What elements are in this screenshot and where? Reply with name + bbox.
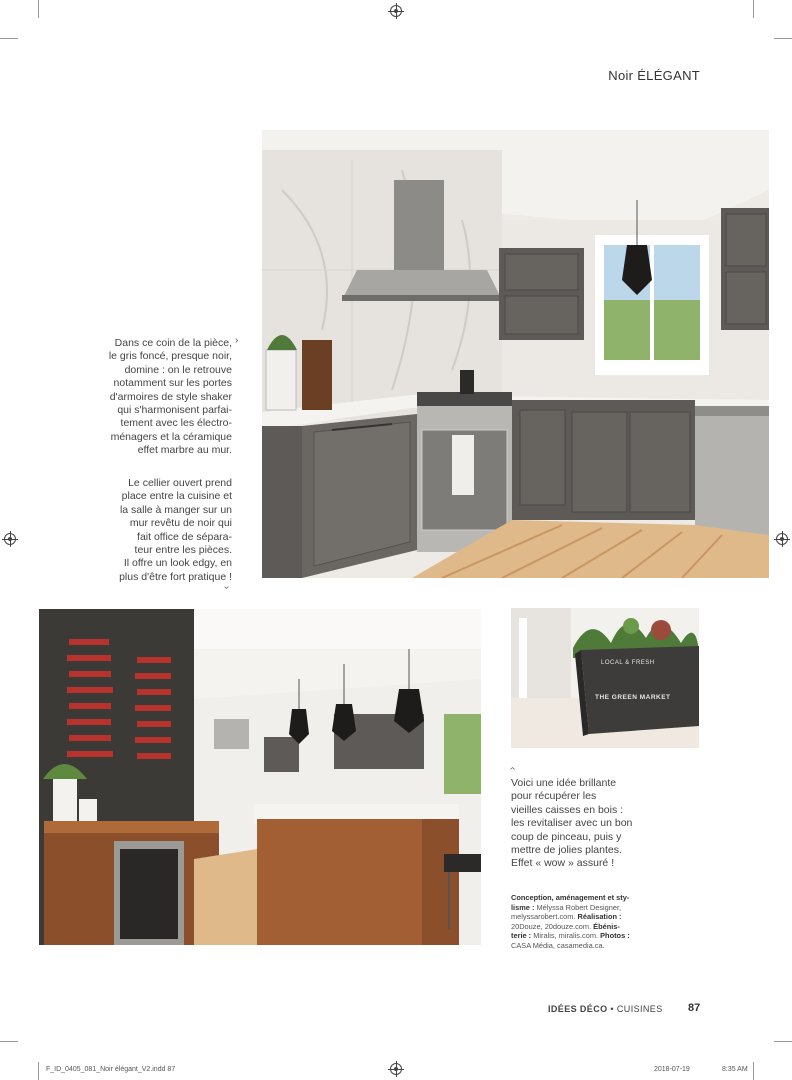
caption-line: effet marbre au mur. bbox=[137, 444, 232, 457]
caption-line: coup de pinceau, puis y bbox=[511, 830, 622, 843]
chevron-up-icon: › bbox=[507, 766, 519, 771]
caption-line: les revitaliser avec un bon bbox=[511, 817, 633, 830]
credit-text: CASA Média, casamedia.ca. bbox=[511, 940, 605, 950]
credit-label: terie : bbox=[511, 931, 532, 941]
slug-date: 2018-07-19 bbox=[654, 1066, 690, 1073]
crop-mark bbox=[38, 1062, 39, 1080]
page-number: 87 bbox=[688, 1002, 701, 1014]
registration-mark-icon bbox=[390, 5, 402, 17]
caption-line: Il offre un look edgy, en bbox=[123, 557, 232, 570]
caption-line: Dans ce coin de la pièce, bbox=[114, 337, 232, 349]
caption-crate bbox=[511, 777, 661, 871]
folio-bullet: • bbox=[610, 1004, 614, 1014]
credit-label: Réalisation : bbox=[575, 912, 622, 922]
crop-mark bbox=[38, 0, 39, 18]
credits-block bbox=[511, 893, 641, 951]
caption-line: teur entre les pièces. bbox=[134, 544, 232, 557]
caption-line: fait office de sépara- bbox=[137, 530, 232, 543]
credit-text: Miralis, miralis.com. bbox=[531, 931, 599, 941]
credit-text: 20Douze, 20douze.com. bbox=[511, 921, 592, 931]
caption-line: tement avec les électro- bbox=[120, 417, 232, 430]
caption-line: domine : on le retrouve bbox=[124, 363, 232, 376]
caption-line: mettre de jolies plantes. bbox=[511, 844, 622, 857]
crop-mark bbox=[0, 38, 18, 39]
caption-line: Voici une idée brillante bbox=[511, 777, 617, 789]
caption-line: vieilles caisses en bois : bbox=[511, 803, 624, 816]
caption-line: d'armoires de style shaker bbox=[109, 390, 232, 403]
caption-line: Le cellier ouvert prend bbox=[128, 477, 232, 489]
crop-mark bbox=[753, 0, 754, 18]
caption-line: notamment sur les portes bbox=[113, 377, 232, 390]
caption-line: qui s'harmonisent parfai- bbox=[117, 404, 232, 417]
chevron-down-icon: › bbox=[221, 585, 233, 590]
crate-label-green-market: THE GREEN MARKET bbox=[595, 694, 671, 701]
photo-green-market-crate bbox=[511, 608, 699, 748]
caption-line: ménagers et la céramique bbox=[110, 430, 232, 443]
slug-filename: F_ID_0405_081_Noir élégant_V2.indd 87 bbox=[46, 1066, 176, 1073]
footer-folio bbox=[548, 1004, 663, 1014]
caption-line: pour récupérer les bbox=[511, 790, 597, 803]
caption-line: place entre la cuisine et bbox=[121, 490, 232, 503]
caption-wine-cellar bbox=[96, 477, 232, 584]
caption-line: le gris foncé, presque noir, bbox=[108, 350, 232, 363]
slug-time: 8:35 AM bbox=[722, 1066, 748, 1073]
credit-label: Conception, aménagement et sty- bbox=[511, 893, 630, 902]
caption-line: la salle à manger sur un bbox=[119, 503, 232, 516]
credit-text: Mélyssa Robert Designer, bbox=[534, 902, 622, 912]
credit-label: lisme : bbox=[511, 902, 535, 912]
crop-mark bbox=[774, 38, 792, 39]
registration-mark-icon bbox=[4, 533, 16, 545]
photo-wine-wall-island bbox=[39, 609, 481, 945]
crop-mark bbox=[753, 1062, 754, 1080]
folio-magazine: IDÉES DÉCO bbox=[548, 1004, 608, 1014]
credit-label: Photos : bbox=[598, 931, 630, 941]
registration-mark-icon bbox=[390, 1063, 402, 1075]
caption-line: mur revêtu de noir qui bbox=[129, 517, 232, 530]
caption-dark-grey bbox=[96, 337, 232, 458]
chevron-right-icon: › bbox=[235, 335, 239, 346]
crate-label-local-fresh: LOCAL & FRESH bbox=[601, 660, 655, 666]
crop-mark bbox=[0, 1041, 18, 1042]
folio-category: CUISINES bbox=[616, 1004, 663, 1014]
caption-line: Effet « wow » assuré ! bbox=[511, 857, 615, 870]
registration-mark-icon bbox=[776, 533, 788, 545]
credit-label: Ébénis- bbox=[591, 921, 620, 931]
crop-mark bbox=[774, 1041, 792, 1042]
credit-text: melyssarobert.com. bbox=[511, 912, 576, 922]
section-title: Noir ÉLÉGANT bbox=[608, 68, 700, 83]
caption-line: plus d'être fort pratique ! bbox=[119, 570, 232, 583]
photo-kitchen-main bbox=[262, 130, 769, 578]
